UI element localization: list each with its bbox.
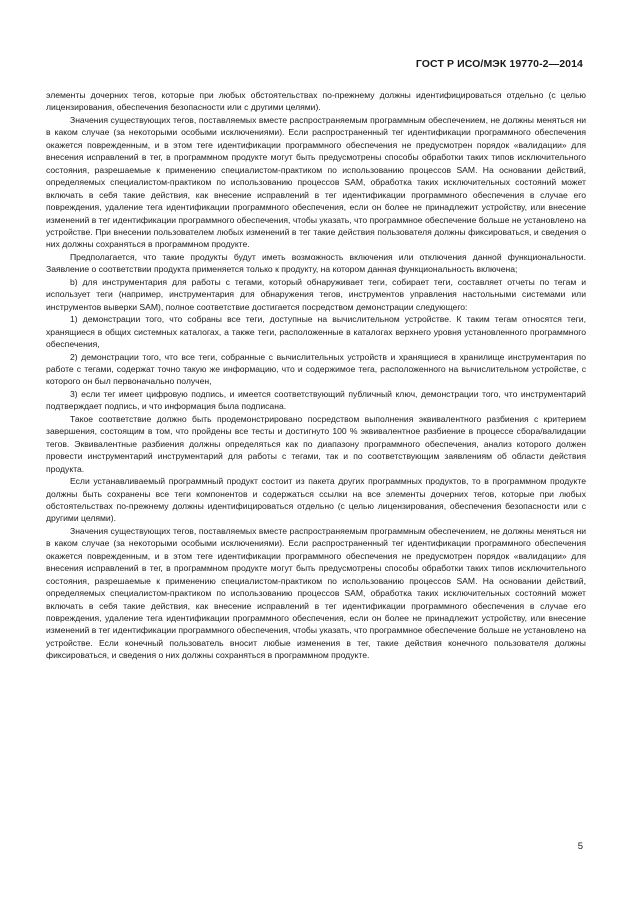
list-item-b: b) для инструментария для работы с тегами, который обнаруживает теги, собирает теги, составляет отчеты по тегам и использует теги (например, инструментария для обнаружения тегов, инструментов управления настольными системами или инструментов выверки SAM), полное соответствие достигается посредством демонстрации следующего:	[46, 276, 586, 312]
paragraph-4: Такое соответствие должно быть продемонстрировано посредством выполнения эквивалентного разбиения с критерием завершения, состоящим в том, что пройдены все тесты и достигнуто 100 % эквивалентное разбиение в процессе сбора/валидации тегов. Эквивалентные разбиения должны определяться как по диапазону программного обеспечения, анализ которого должен провести инструментарий инструментарий для работы с тегами, так и по соответствующим заявлениям об области действия продукта.	[46, 413, 586, 474]
paragraph-5: Если устанавливаемый программный продукт состоит из пакета других программных продуктов, то в программном продукте должны быть сохранены все теги компонентов и содержаться ссылки на все элементы дочерних тегов, которые при любых обстоятельствах по-прежнему должны идентифицироваться отдельно (с целью лицензирования, обеспечения безопасности или с другими целями).	[46, 476, 586, 524]
page-number: 5	[577, 841, 583, 852]
paragraph-6: Значения существующих тегов, поставляемых вместе распространяемым программным обеспечением, не должны меняться ни в каком случае (за некоторыми особыми исключениями). Если распространенный тег идентификации программного обеспечения окажется поврежденным, и в этом теге идентификации программного обеспечения не предусмотрен порядок «валидации» для внесения исправлений в тег, в программном продукте могут быть предусмотрены способы обработки таких типов исключительного состояния, разрешаемые к применению специалистом-практиком по использованию процессов SAM. На основании действий, определяемых специалистом-практиком по использованию процессов SAM, обработка таких исключительных состояний может включать в себя такие действия, как внесение исправлений в тег идентификации программного обеспечения в случае его повреждения, удаление тега идентификации программного обеспечения, если он более не принадлежит устройству, или внесение изменений в тег идентификации программного обеспечения, чтобы указать, что программное обеспечение больше не установлено на устройстве. Если конечный пользователь вносит любые изменения в тег, такие действия конечного пользователя должны фиксироваться, и сведения о них должны сохраняться в программном продукте.	[46, 525, 586, 661]
paragraph-2: Значения существующих тегов, поставляемых вместе распространяемым программным обеспечением, не должны меняться ни в каком случае (за некоторыми особыми исключениями). Если распространенный тег идентификации программного обеспечения окажется поврежденным, и в этом теге идентификации программного обеспечения не предусмотрен порядок «валидации» для внесения исправлений в тег, в программном продукте могут быть предусмотрены способы обработки таких типов исключительного состояния, разрешаемые к применению специалистом-практиком по использованию процессов SAM. На основании действий, определяемых специалистом-практиком по использованию процессов SAM, обработка таких исключительных состояний может включать в себя такие действия, как внесение исправлений в тег идентификации программного обеспечения в случае его повреждения, удаление тега идентификации программного обеспечения, если он более не принадлежит устройству, или внесение изменений в тег идентификации программного обеспечения, чтобы указать, что программное обеспечение больше не установлено на устройстве. При внесении пользователем любых изменений в тег такие действия пользователя должны фиксироваться, и сведения о них должны сохраняться в программном продукте.	[46, 114, 586, 250]
list-subitem-1: 1) демонстрации того, что собраны все теги, доступные на вычислительном устройстве. К таким тегам относятся теги, хранящиеся в общих системных каталогах, а также теги, расположенные в каталогах верхнего уровня установленного программного обеспечения,	[46, 314, 586, 350]
document-body	[46, 89, 586, 662]
paragraph-3: Предполагается, что такие продукты будут иметь возможность включения или отключения данной функциональности. Заявление о соответствии продукта применяется только к продукту, на котором данная функциональность включена;	[46, 251, 586, 275]
list-subitem-3: 3) если тег имеет цифровую подпись, и имеется соответствующий публичный ключ, демонстрации того, что инструментарий подтверждает подпись, и что информация была подписана.	[46, 388, 586, 412]
paragraph-1: элементы дочерних тегов, которые при любых обстоятельствах по-прежнему должны идентифицироваться отдельно (с целью лицензирования, обеспечения безопасности или с другими целями).	[46, 90, 586, 113]
document-header: ГОСТ Р ИСО/МЭК 19770-2—2014	[415, 58, 583, 70]
list-subitem-2: 2) демонстрации того, что все теги, собранные с вычислительных устройств и хранящиеся в хранилище инструментария по работе с тегами, содержат точно такую же информацию, что и содержимое тега, расположенного на вычислительном устройстве, с которого он был первоначально получен,	[46, 351, 586, 387]
